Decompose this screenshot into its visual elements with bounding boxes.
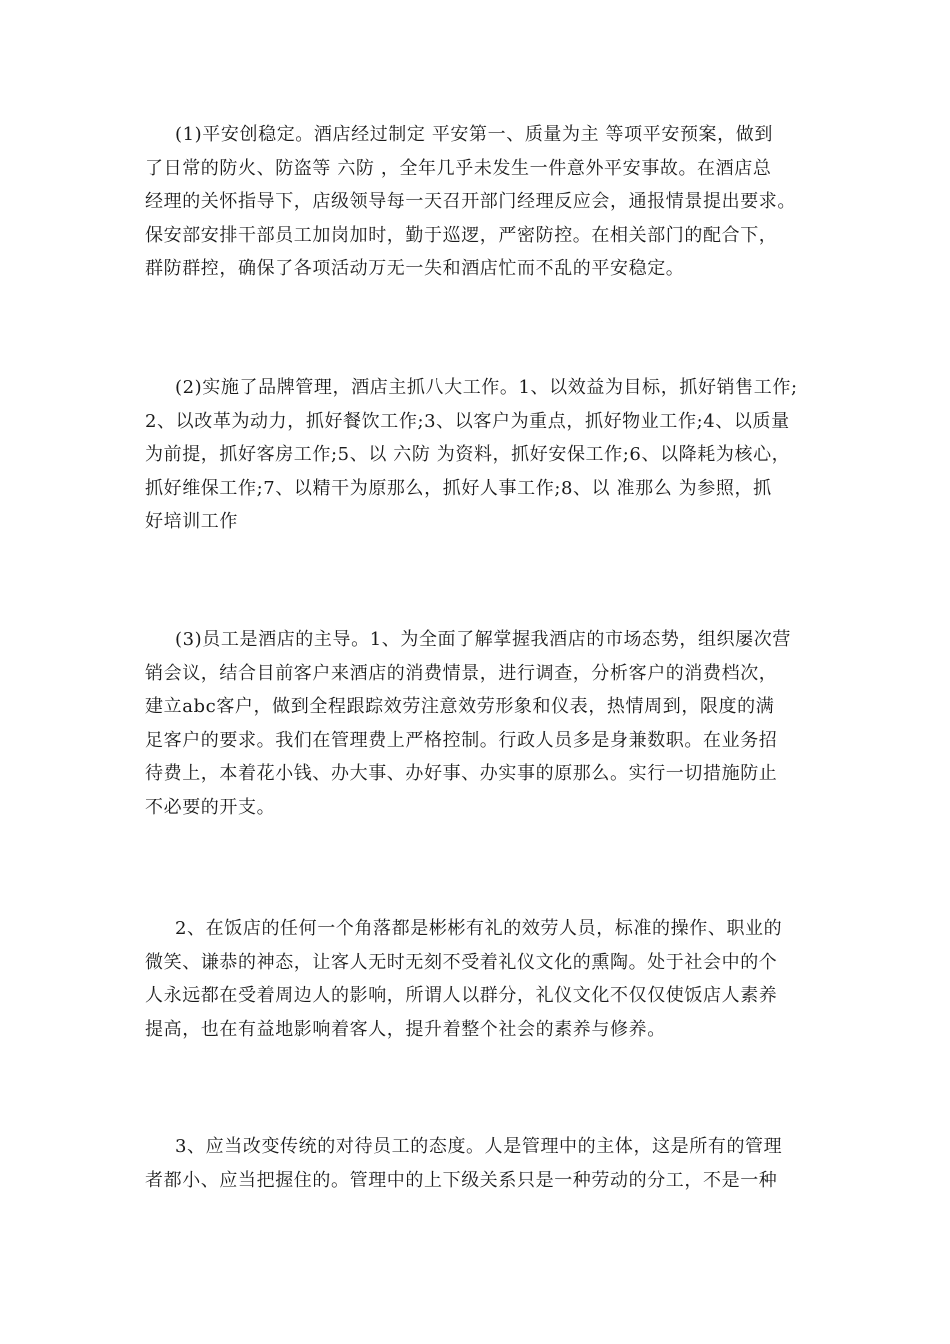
text-line: 微笑、谦恭的神态，让客人无时无刻不受着礼仪文化的熏陶。处于社会中的个 — [145, 951, 778, 973]
text-line: (2)实施了品牌管理，酒店主抓八大工作。1、以效益为目标，抓好销售工作; — [175, 377, 798, 398]
paragraph-safety — [145, 118, 815, 286]
text-line: 3、应当改变传统的对待员工的态度。人是管理中的主体，这是所有的管理 — [175, 1136, 783, 1157]
text-line: (1)平安创稳定。酒店经过制定 平安第一、质量为主 等项平安预案，做到 — [175, 124, 773, 145]
text-line: 2、在饭店的任何一个角落都是彬彬有礼的效劳人员，标准的操作、职业的 — [175, 918, 783, 939]
text-line: (3)员工是酒店的主导。1、为全面了解掌握我酒店的市场态势，组织屡次营 — [175, 629, 791, 650]
text-line: 足客户的要求。我们在管理费上严格控制。行政人员多是身兼数职。在业务招 — [145, 729, 778, 751]
text-line: 2、以改革为动力，抓好餐饮工作;3、以客户为重点，抓好物业工作;4、以质量 — [145, 410, 790, 432]
text-line: 销会议，结合目前客户来酒店的消费情景，进行调查，分析客户的消费档次， — [145, 662, 778, 684]
text-line: 者都小、应当把握住的。管理中的上下级关系只是一种劳动的分工，不是一种 — [145, 1169, 778, 1191]
text-line: 好培训工作 — [145, 511, 238, 532]
text-line: 为前提，抓好客房工作;5、以 六防 为资料，抓好安保工作;6、以降耗为核心， — [145, 444, 791, 465]
text-line: 提高，也在有益地影响着客人，提升着整个社会的素养与修养。 — [145, 1018, 666, 1040]
paragraph-staff — [145, 623, 815, 824]
text-line: 待费上，本着花小钱、办大事、办好事、办实事的原那么。实行一切措施防止 — [145, 763, 778, 784]
text-line: 了日常的防火、防盗等 六防 ，全年几乎未发生一件意外平安事故。在酒店总 — [145, 157, 772, 179]
text-line: 不必要的开支。 — [145, 796, 276, 818]
paragraph-brand-management — [145, 371, 815, 539]
text-line: 建立abc客户，做到全程跟踪效劳注意效劳形象和仪表，热情周到，限度的满 — [145, 696, 775, 717]
text-line: 抓好维保工作;7、以精干为原那么，抓好人事工作;8、以 准那么 为参照，抓 — [145, 477, 772, 499]
paragraph-etiquette — [145, 912, 815, 1046]
text-line: 保安部安排干部员工加岗加时，勤于巡逻，严密防控。在相关部门的配合下， — [145, 224, 778, 246]
text-line: 人永远都在受着周边人的影响，所谓人以群分，礼仪文化不仅仅使饭店人素养 — [145, 985, 778, 1006]
text-line: 群防群控，确保了各项活动万无一失和酒店忙而不乱的平安稳定。 — [145, 258, 685, 279]
paragraph-attitude — [145, 1130, 815, 1197]
text-line: 经理的关怀指导下，店级领导每一天召开部门经理反应会，通报情景提出要求。 — [145, 191, 796, 212]
